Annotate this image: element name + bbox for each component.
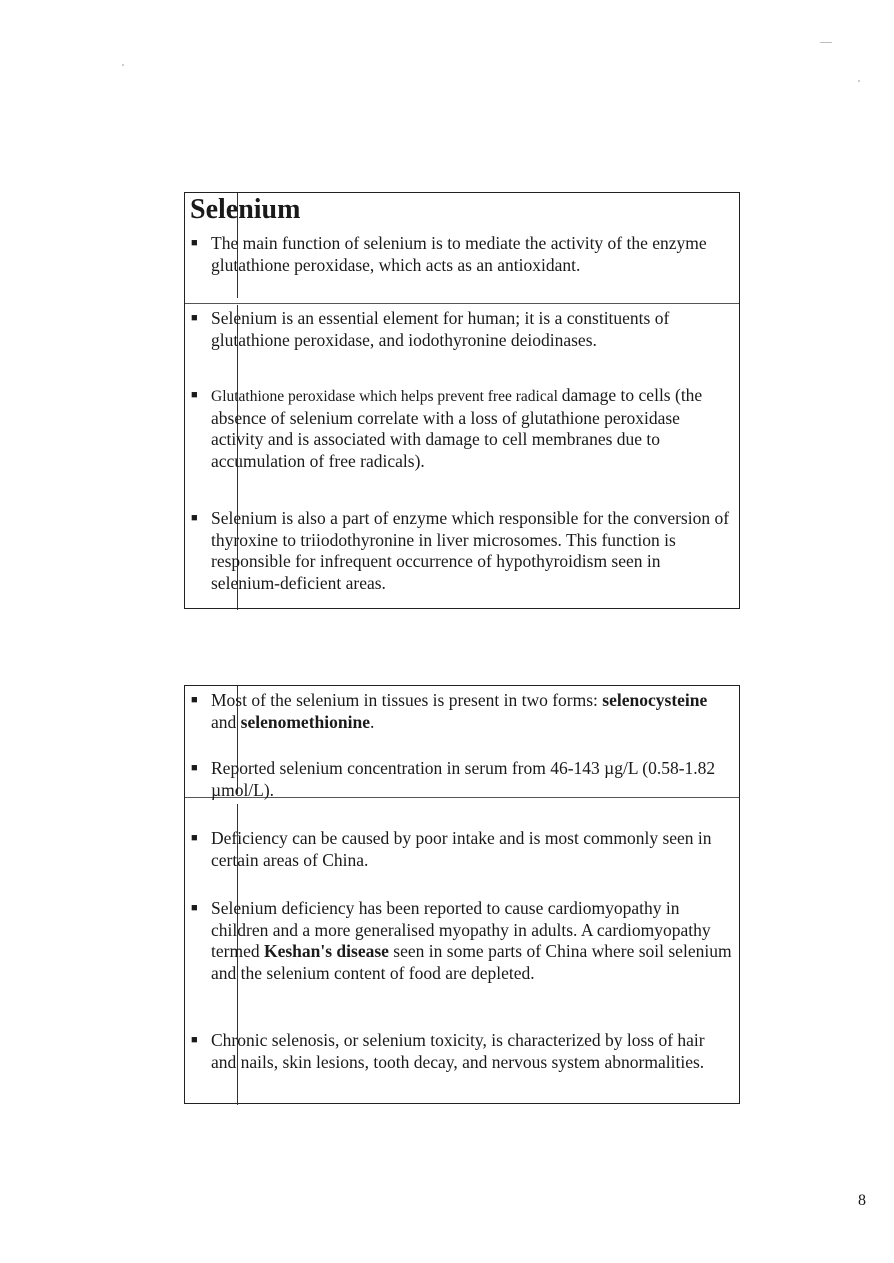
bullet-square-icon: ■ <box>191 237 198 249</box>
list-item <box>191 308 733 351</box>
bullet-square-icon: ■ <box>191 832 198 844</box>
list-item <box>191 233 733 276</box>
slide-divider <box>185 303 739 304</box>
bullet-text: Chronic selenosis, or selenium toxicity, is characterized by loss of hair and nails, skin lesions, tooth decay, and nervous system abnormalities. <box>211 1030 705 1072</box>
list-item <box>191 690 733 733</box>
list-item <box>191 828 733 871</box>
bullet-text: Selenium is an essential element for human; it is a constituents of glutathione peroxidase, and iodothyronine deiodinases. <box>211 308 670 350</box>
bullet-text-part: and <box>211 711 241 732</box>
scan-speck <box>858 80 860 82</box>
bullet-square-icon: ■ <box>191 512 198 524</box>
bullet-square-icon: ■ <box>191 694 198 706</box>
slide-selenium-overview <box>184 192 740 609</box>
bullet-square-icon: ■ <box>191 902 198 914</box>
bullet-text: Reported selenium concentration in serum from 46-143 µg/L (0.58-1.82 µmol/L). <box>211 758 716 800</box>
bold-term: selenocysteine <box>602 690 708 710</box>
page-number: 8 <box>858 1192 866 1209</box>
list-item <box>191 1030 733 1073</box>
bullet-text-part: . <box>369 711 375 732</box>
bullet-text-small: Glutathione peroxidase which helps prevent free radical <box>211 388 562 405</box>
bold-term: selenomethionine <box>240 711 370 732</box>
bullet-text-part: Most of the selenium in tissues is present in two forms: <box>211 690 603 710</box>
bullet-text-rest: damage to cells (the absence of selenium correlate with a loss of glutathione peroxidase activity and is associated with damage to cell membranes due to accumulation of free radicals). <box>211 385 703 471</box>
list-item <box>191 385 733 472</box>
list-item <box>191 898 733 984</box>
slide-title: Selenium <box>190 194 301 225</box>
bold-term: Keshan's disease <box>263 941 389 961</box>
bullet-square-icon: ■ <box>191 312 198 324</box>
scan-speck <box>122 64 124 66</box>
list-item <box>191 508 733 594</box>
bullet-square-icon: ■ <box>191 762 198 774</box>
bullet-text-part: Selenium deficiency has been reported to cause cardiomyopathy in children and a more generalised myopathy in adults. A cardiomyopathy termed <box>211 898 711 961</box>
bullet-square-icon: ■ <box>191 1034 198 1046</box>
bullet-text <box>211 385 733 472</box>
slide-selenium-details <box>184 685 740 1104</box>
bullet-text: Selenium is also a part of enzyme which responsible for the conversion of thyroxine to triiodothyronine in liver microsomes. This function is responsible for infrequent occurrence of hypothyroidism seen in selenium-deficient areas. <box>211 508 730 593</box>
bullet-text <box>211 898 733 984</box>
bullet-text: Deficiency can be caused by poor intake and is most commonly seen in certain areas of China. <box>211 828 712 870</box>
scan-speck <box>820 42 832 43</box>
list-item <box>191 758 733 801</box>
bullet-text <box>211 690 733 733</box>
bullet-square-icon: ■ <box>191 389 198 401</box>
bullet-text: The main function of selenium is to mediate the activity of the enzyme glutathione peroxidase, which acts as an antioxidant. <box>211 233 707 275</box>
bullet-text-part: seen in some parts of China where soil selenium and the selenium content of food are depleted. <box>211 941 732 983</box>
